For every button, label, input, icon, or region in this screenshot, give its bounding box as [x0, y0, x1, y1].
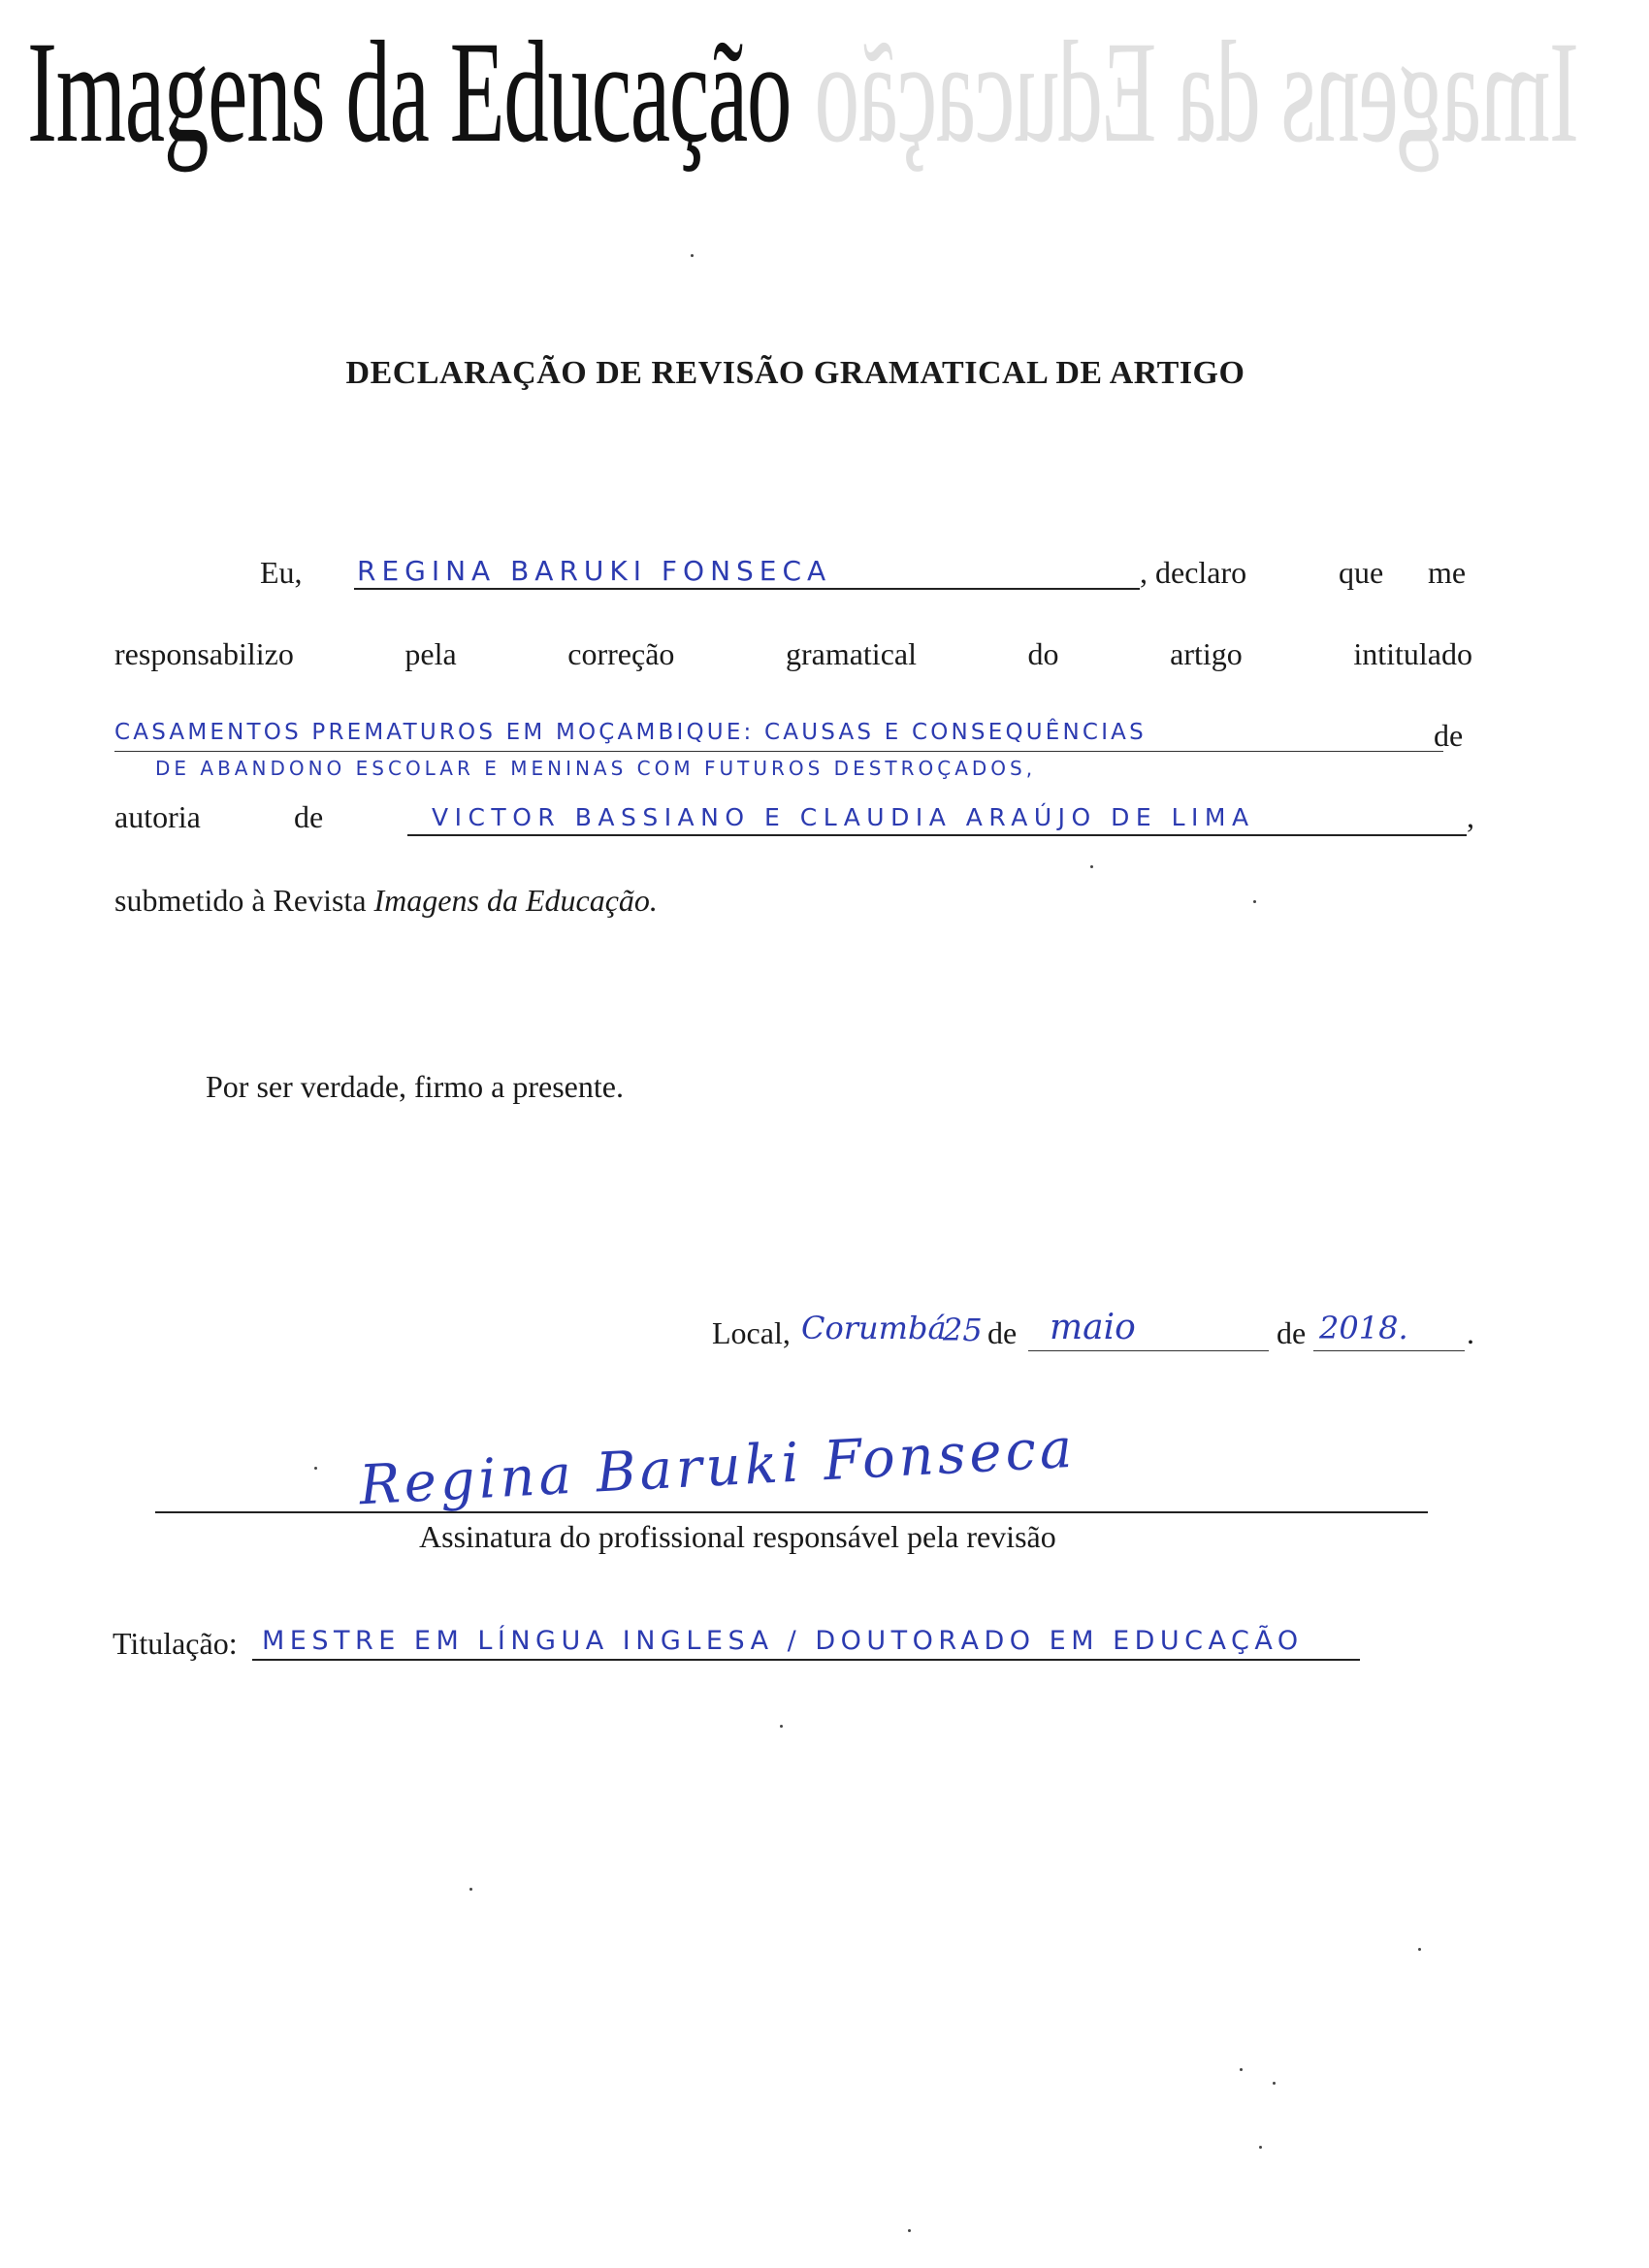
de-label: de [1434, 718, 1464, 753]
word: gramatical [785, 636, 917, 671]
year-underline [1313, 1350, 1465, 1351]
word: pela [404, 636, 457, 671]
signature: Regina Baruki Fonseca [357, 1416, 1078, 1518]
word: do [1027, 636, 1059, 671]
authors-field[interactable]: VICTOR BASSIANO E CLAUDIA ARAÚJO DE LIMA [432, 803, 1255, 831]
scan-speck [1273, 2082, 1276, 2085]
word: intitulado [1353, 636, 1472, 671]
local-field[interactable]: Corumbá [801, 1310, 947, 1346]
date-de2: de [1277, 1315, 1307, 1350]
document-heading: DECLARAÇÃO DE REVISÃO GRAMATICAL DE ARTIGO [345, 355, 1245, 391]
article-title-field-line1[interactable]: CASAMENTOS PREMATUROS EM MOÇAMBIQUE: CAUSAS E CONSEQUÊNCIAS [114, 720, 1147, 745]
article-title-underline [114, 751, 1443, 752]
titulacao-field[interactable]: MESTRE EM LÍNGUA INGLESA / DOUTORADO EM EDUCAÇÃO [262, 1626, 1304, 1656]
scan-speck [691, 254, 694, 257]
closing-statement: Por ser verdade, firmo a presente. [206, 1069, 624, 1104]
word: artigo [1170, 636, 1243, 671]
submitted-prefix: submetido à Revista [114, 883, 374, 918]
scan-speck [780, 1725, 783, 1728]
que-label: que [1339, 555, 1384, 590]
scan-speck [1253, 900, 1256, 903]
local-label: Local, [712, 1315, 791, 1350]
me-label: me [1428, 555, 1467, 590]
scan-speck [1418, 1948, 1421, 1951]
line2-text [114, 636, 1472, 672]
scan-speck [314, 1467, 317, 1470]
eu-label: Eu, [260, 555, 303, 590]
article-title-field-line2[interactable]: DE ABANDONO ESCOLAR E MENINAS COM FUTUROS DESTROÇADOS, [155, 757, 1037, 780]
autoria-de-label: de [294, 799, 324, 834]
scan-speck [1240, 2068, 1243, 2071]
masthead-title: Imagens da Educação [27, 12, 792, 173]
masthead-watermark: Imagens da Educação [815, 12, 1579, 173]
date-de1: de [987, 1315, 1018, 1350]
scan-speck [469, 1888, 472, 1891]
titulacao-label: Titulação: [113, 1626, 238, 1661]
submitted-line [114, 883, 658, 919]
reviewer-name-field[interactable]: REGINA BARUKI FONSECA [357, 555, 832, 587]
year-field[interactable]: 2018. [1319, 1310, 1408, 1346]
scan-speck [1090, 865, 1093, 868]
signature-caption: Assinatura do profissional responsável pela revisão [419, 1519, 1056, 1554]
signature-line [155, 1511, 1428, 1513]
authors-comma: , [1467, 799, 1474, 834]
month-field[interactable]: maio [1050, 1308, 1136, 1347]
word: correção [567, 636, 675, 671]
day-field[interactable]: 25 [943, 1312, 983, 1348]
titulacao-underline [252, 1659, 1360, 1661]
autoria-label: autoria [114, 799, 201, 834]
name-underline [354, 588, 1140, 590]
authors-underline [407, 834, 1467, 836]
date-period: . [1467, 1315, 1474, 1350]
journal-name: Imagens da Educação. [373, 883, 658, 918]
declaro-label: , declaro [1140, 555, 1247, 590]
scan-speck [1259, 2146, 1262, 2149]
scan-speck [908, 2229, 911, 2232]
word: responsabilizo [114, 636, 294, 671]
month-underline [1028, 1350, 1269, 1351]
